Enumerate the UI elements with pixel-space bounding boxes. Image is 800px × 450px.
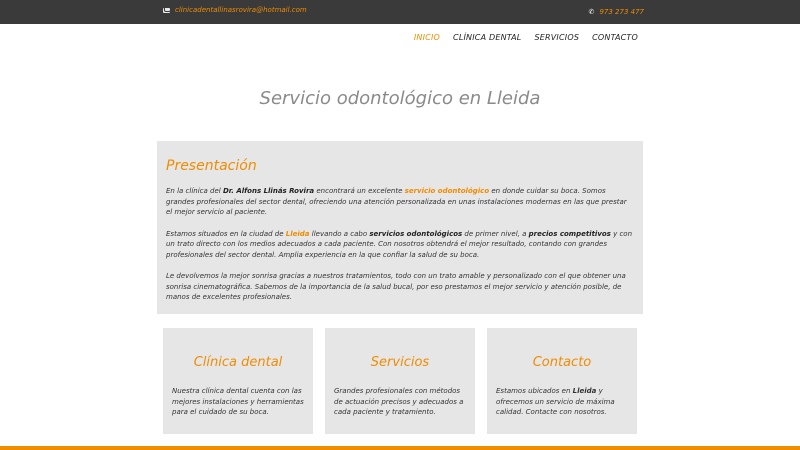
footer-accent-bar (0, 446, 800, 450)
card-contacto[interactable] (487, 328, 637, 434)
text-fragment: y con un trato directo con los medios adecuados a cada paciente. Con nosotros obtendrá el mejor resultado, contando con grandes profesionales del sector dental. Amplia experiencia en la que confiar la salud de su boca. (166, 229, 633, 259)
doctor-name: Dr. Alfons Llinás Rovira (222, 187, 315, 195)
bold-servicios-odontologicos: servicios odontológicos (369, 229, 463, 238)
card-text: Nuestra clínica dental cuenta con las mejores instalaciones y herramientas para el cuidado de su boca. (172, 387, 304, 416)
nav-item-inicio[interactable]: INICIO (413, 33, 441, 42)
topbar-email[interactable] (163, 6, 307, 14)
nav-item-servicios[interactable]: SERVICIOS (534, 33, 580, 42)
presentation-panel (157, 141, 643, 314)
bold-lleida: Lleida (572, 387, 597, 395)
main-nav (414, 33, 638, 42)
highlight-lleida: Lleida (285, 229, 310, 238)
card-clinica-dental[interactable] (163, 328, 313, 434)
text-fragment: llevando a cabo (309, 229, 370, 238)
card-title[interactable]: Clínica dental (193, 355, 283, 370)
page-title: Servicio odontológico en Lleida (259, 88, 541, 109)
text-fragment: de primer nivel, a (462, 229, 529, 238)
nav-item-contacto[interactable]: CONTACTO (592, 33, 638, 42)
phone-number[interactable]: 973 273 477 (599, 8, 644, 16)
feature-cards (163, 328, 637, 434)
card-text (496, 386, 628, 418)
top-bar (0, 0, 800, 24)
text-fragment: En la clínica del (166, 187, 223, 195)
presentation-heading: Presentación (166, 158, 257, 174)
card-servicios[interactable] (325, 328, 475, 434)
email-address[interactable]: clinicadentallinasrovira@hotmail.com (175, 6, 307, 14)
topbar-phone[interactable] (589, 8, 644, 16)
card-text: Grandes profesionales con métodos de actuación precisos y adecuados a cada paciente y tratamiento. (334, 387, 464, 416)
highlight-servicio-odontologico: servicio odontológico (404, 187, 490, 195)
presentation-paragraph-1 (166, 186, 634, 218)
nav-item-clinica-dental[interactable]: CLÍNICA DENTAL (453, 33, 522, 42)
phone-icon: ✆ (588, 8, 595, 16)
text-fragment: en donde cuidar su boca. Somos grandes profesionales del sector dental, ofreciendo una atención personalizada en unas instalaciones modernas en las que prestar el mejor servicio al paciente. (166, 187, 627, 216)
text-fragment: encontrará un excelente (314, 187, 405, 195)
bold-precios-competitivos: precios competitivos (528, 229, 611, 238)
envelope-icon (163, 8, 170, 13)
card-title[interactable]: Contacto (532, 355, 592, 370)
text-fragment: y ofrecemos un servicio de máxima calidad. Contacte con nosotros. (496, 387, 615, 416)
presentation-paragraph-3: Le devolvemos la mejor sonrisa gracias a nuestros tratamientos, todo con un trato amable y personalizado con el que obtener una sonrisa cinematográfica. Sabemos de la importancia de la salud bucal, por eso prestamos el mejor servicio y atención posible, de manos de excelentes profesionales. (166, 272, 626, 301)
presentation-paragraph-2 (166, 229, 634, 261)
text-fragment: Estamos situados en la ciudad de (166, 229, 286, 238)
text-fragment: Estamos ubicados en (496, 387, 573, 395)
card-title[interactable]: Servicios (370, 355, 430, 370)
